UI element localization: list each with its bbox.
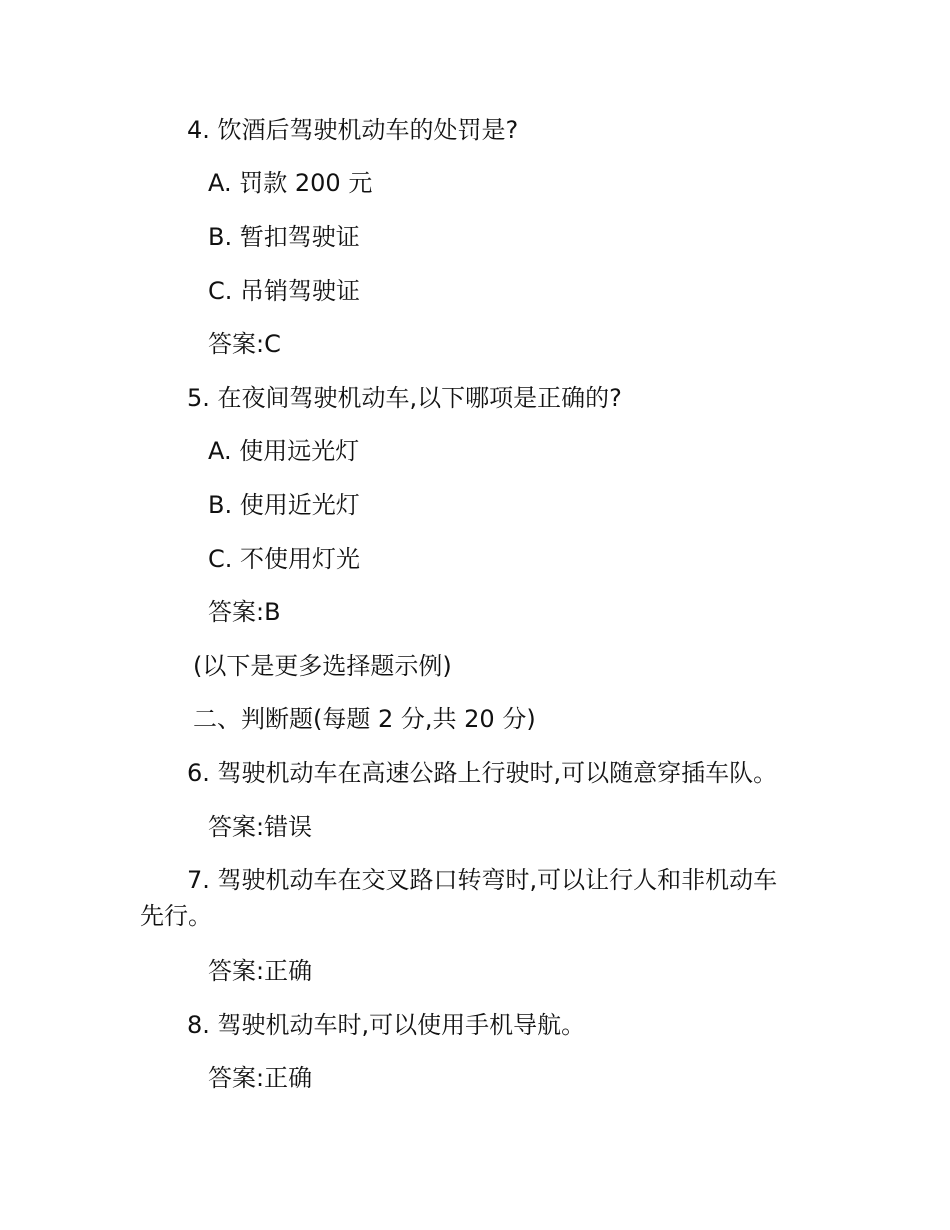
section-2-heading: 二、判断题(每题 2 分,共 20 分) [193,705,536,733]
question-7-line-2: 先行。 [140,902,212,930]
question-7-answer: 答案:正确 [208,957,313,985]
question-6: 6. 驾驶机动车在高速公路上行驶时,可以随意穿插车队。 [187,759,778,787]
question-4-option-b: B. 暂扣驾驶证 [208,223,360,251]
question-6-answer: 答案:错误 [208,813,313,841]
question-7-line-1: 7. 驾驶机动车在交叉路口转弯时,可以让行人和非机动车 [187,866,778,894]
question-4: 4. 饮酒后驾驶机动车的处罚是? [187,116,519,144]
question-8-answer: 答案:正确 [208,1064,313,1092]
question-5-option-b: B. 使用近光灯 [208,491,360,519]
question-5-option-c: C. 不使用灯光 [208,545,361,573]
question-5: 5. 在夜间驾驶机动车,以下哪项是正确的? [187,384,622,412]
more-examples-note: (以下是更多选择题示例) [193,652,452,680]
question-4-option-a: A. 罚款 200 元 [208,169,373,197]
question-4-answer: 答案:C [208,330,281,358]
question-8: 8. 驾驶机动车时,可以使用手机导航。 [187,1011,586,1039]
question-5-option-a: A. 使用远光灯 [208,437,360,465]
question-5-answer: 答案:B [208,598,281,626]
question-4-option-c: C. 吊销驾驶证 [208,277,361,305]
